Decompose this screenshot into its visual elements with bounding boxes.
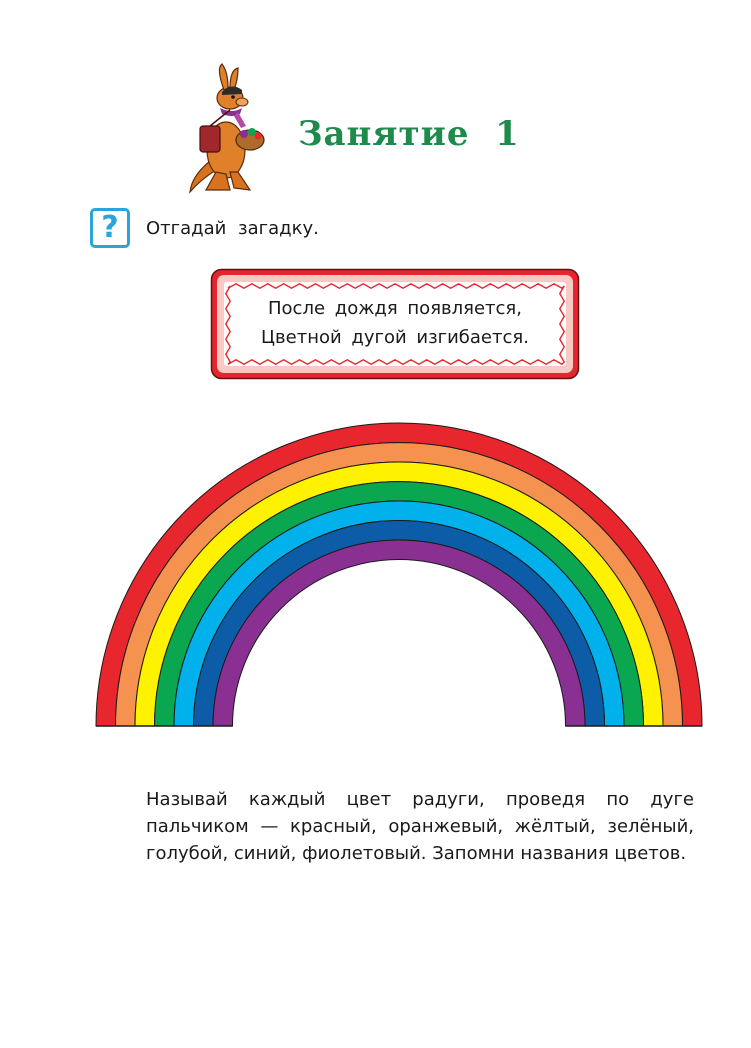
lesson-title: Занятие 1 [298, 114, 520, 154]
riddle-box [210, 268, 580, 380]
riddle-line: После дождя появляется, [268, 298, 522, 319]
kangaroo-mascot-icon [186, 62, 270, 194]
riddle-text [210, 294, 580, 352]
instruction-text: Называй каждый цвет радуги, проведя по дуге пальчиком — красный, оранжевый, жёлтый, зелёный, голубой, синий, фиолетовый. Запомни названия цветов. [146, 789, 694, 864]
task-text: Отгадай загадку. [146, 218, 319, 239]
riddle-line: Цветной дугой изгибается. [261, 327, 529, 348]
question-mark-icon [90, 208, 130, 248]
question-mark-symbol: ? [101, 210, 119, 245]
rainbow-illustration [94, 420, 704, 732]
